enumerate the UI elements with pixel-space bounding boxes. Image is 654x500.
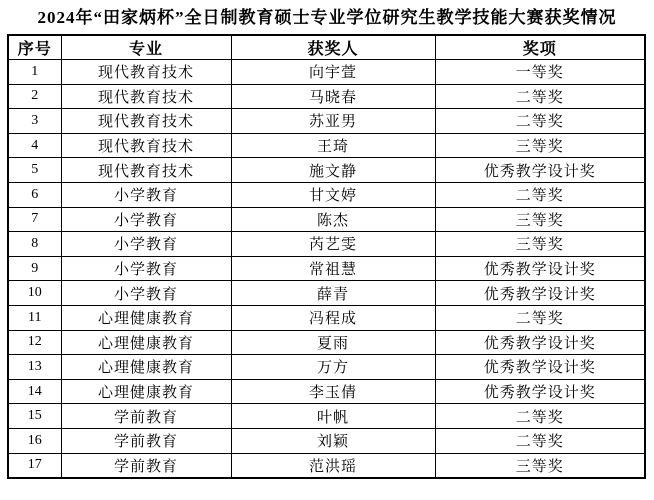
table-cell-index: 2 xyxy=(8,84,61,109)
table-cell-index: 1 xyxy=(8,60,61,85)
table-cell-major: 现代教育技术 xyxy=(61,133,231,158)
table-cell-major: 学前教育 xyxy=(61,453,231,478)
table-cell-award: 优秀教学设计奖 xyxy=(435,355,645,380)
table-row xyxy=(8,404,645,429)
table-cell-major: 小学教育 xyxy=(61,256,231,281)
awards-table xyxy=(7,34,646,479)
column-header-award: 奖项 xyxy=(435,35,645,60)
table-cell-award: 三等奖 xyxy=(435,133,645,158)
table-cell-major: 现代教育技术 xyxy=(61,109,231,134)
table-row xyxy=(8,428,645,453)
table-row xyxy=(8,453,645,478)
table-cell-winner: 常祖慧 xyxy=(231,256,435,281)
table-row xyxy=(8,60,645,85)
table-row xyxy=(8,281,645,306)
table-cell-index: 11 xyxy=(8,305,61,330)
table-cell-award: 优秀教学设计奖 xyxy=(435,281,645,306)
table-cell-index: 17 xyxy=(8,453,61,478)
table-row xyxy=(8,256,645,281)
table-cell-index: 10 xyxy=(8,281,61,306)
table-cell-index: 14 xyxy=(8,379,61,404)
table-cell-index: 6 xyxy=(8,182,61,207)
table-cell-winner: 施文静 xyxy=(231,158,435,183)
table-cell-major: 心理健康教育 xyxy=(61,305,231,330)
table-cell-winner: 马晓春 xyxy=(231,84,435,109)
table-header-row xyxy=(8,35,645,60)
table-cell-award: 二等奖 xyxy=(435,305,645,330)
table-cell-major: 现代教育技术 xyxy=(61,158,231,183)
table-cell-award: 三等奖 xyxy=(435,453,645,478)
table-cell-major: 小学教育 xyxy=(61,182,231,207)
table-cell-award: 优秀教学设计奖 xyxy=(435,330,645,355)
table-cell-index: 3 xyxy=(8,109,61,134)
table-cell-award: 优秀教学设计奖 xyxy=(435,256,645,281)
table-cell-award: 二等奖 xyxy=(435,428,645,453)
table-cell-index: 13 xyxy=(8,355,61,380)
table-cell-award: 优秀教学设计奖 xyxy=(435,158,645,183)
table-row xyxy=(8,84,645,109)
table-cell-award: 一等奖 xyxy=(435,60,645,85)
table-body xyxy=(8,60,645,478)
table-row xyxy=(8,305,645,330)
table-cell-winner: 李玉倩 xyxy=(231,379,435,404)
table-cell-winner: 芮艺雯 xyxy=(231,232,435,257)
table-cell-index: 5 xyxy=(8,158,61,183)
table-cell-winner: 万方 xyxy=(231,355,435,380)
page-title: 2024年“田家炳杯”全日制教育硕士专业学位研究生教学技能大赛获奖情况 xyxy=(37,8,617,27)
table-cell-index: 7 xyxy=(8,207,61,232)
table-cell-award: 三等奖 xyxy=(435,232,645,257)
table-row xyxy=(8,232,645,257)
table-cell-major: 小学教育 xyxy=(61,207,231,232)
column-header-index: 序号 xyxy=(8,35,61,60)
column-header-major: 专业 xyxy=(61,35,231,60)
table-cell-winner: 陈杰 xyxy=(231,207,435,232)
table-cell-winner: 范洪瑶 xyxy=(231,453,435,478)
table-cell-index: 12 xyxy=(8,330,61,355)
table-cell-award: 二等奖 xyxy=(435,182,645,207)
table-cell-winner: 苏亚男 xyxy=(231,109,435,134)
table-cell-index: 15 xyxy=(8,404,61,429)
table-cell-major: 心理健康教育 xyxy=(61,379,231,404)
table-cell-major: 小学教育 xyxy=(61,281,231,306)
table-cell-award: 优秀教学设计奖 xyxy=(435,379,645,404)
table-row xyxy=(8,109,645,134)
table-row xyxy=(8,330,645,355)
table-row xyxy=(8,355,645,380)
table-cell-winner: 王琦 xyxy=(231,133,435,158)
table-cell-major: 学前教育 xyxy=(61,428,231,453)
table-cell-major: 现代教育技术 xyxy=(61,84,231,109)
table-cell-major: 小学教育 xyxy=(61,232,231,257)
table-row xyxy=(8,158,645,183)
table-cell-index: 16 xyxy=(8,428,61,453)
table-cell-index: 9 xyxy=(8,256,61,281)
table-cell-award: 二等奖 xyxy=(435,84,645,109)
table-row xyxy=(8,379,645,404)
table-cell-award: 三等奖 xyxy=(435,207,645,232)
table-cell-award: 二等奖 xyxy=(435,109,645,134)
table-cell-major: 现代教育技术 xyxy=(61,60,231,85)
table-row xyxy=(8,133,645,158)
table-cell-winner: 叶帆 xyxy=(231,404,435,429)
table-row xyxy=(8,182,645,207)
table-cell-index: 4 xyxy=(8,133,61,158)
table-cell-winner: 冯程成 xyxy=(231,305,435,330)
table-cell-winner: 甘文婷 xyxy=(231,182,435,207)
table-cell-major: 学前教育 xyxy=(61,404,231,429)
table-cell-major: 心理健康教育 xyxy=(61,355,231,380)
table-cell-winner: 薛青 xyxy=(231,281,435,306)
table-cell-winner: 刘颖 xyxy=(231,428,435,453)
table-header xyxy=(8,35,645,60)
table-cell-winner: 向宇萱 xyxy=(231,60,435,85)
table-cell-major: 心理健康教育 xyxy=(61,330,231,355)
table-cell-winner: 夏雨 xyxy=(231,330,435,355)
table-row xyxy=(8,207,645,232)
table-cell-award: 二等奖 xyxy=(435,404,645,429)
table-cell-index: 8 xyxy=(8,232,61,257)
column-header-winner: 获奖人 xyxy=(231,35,435,60)
